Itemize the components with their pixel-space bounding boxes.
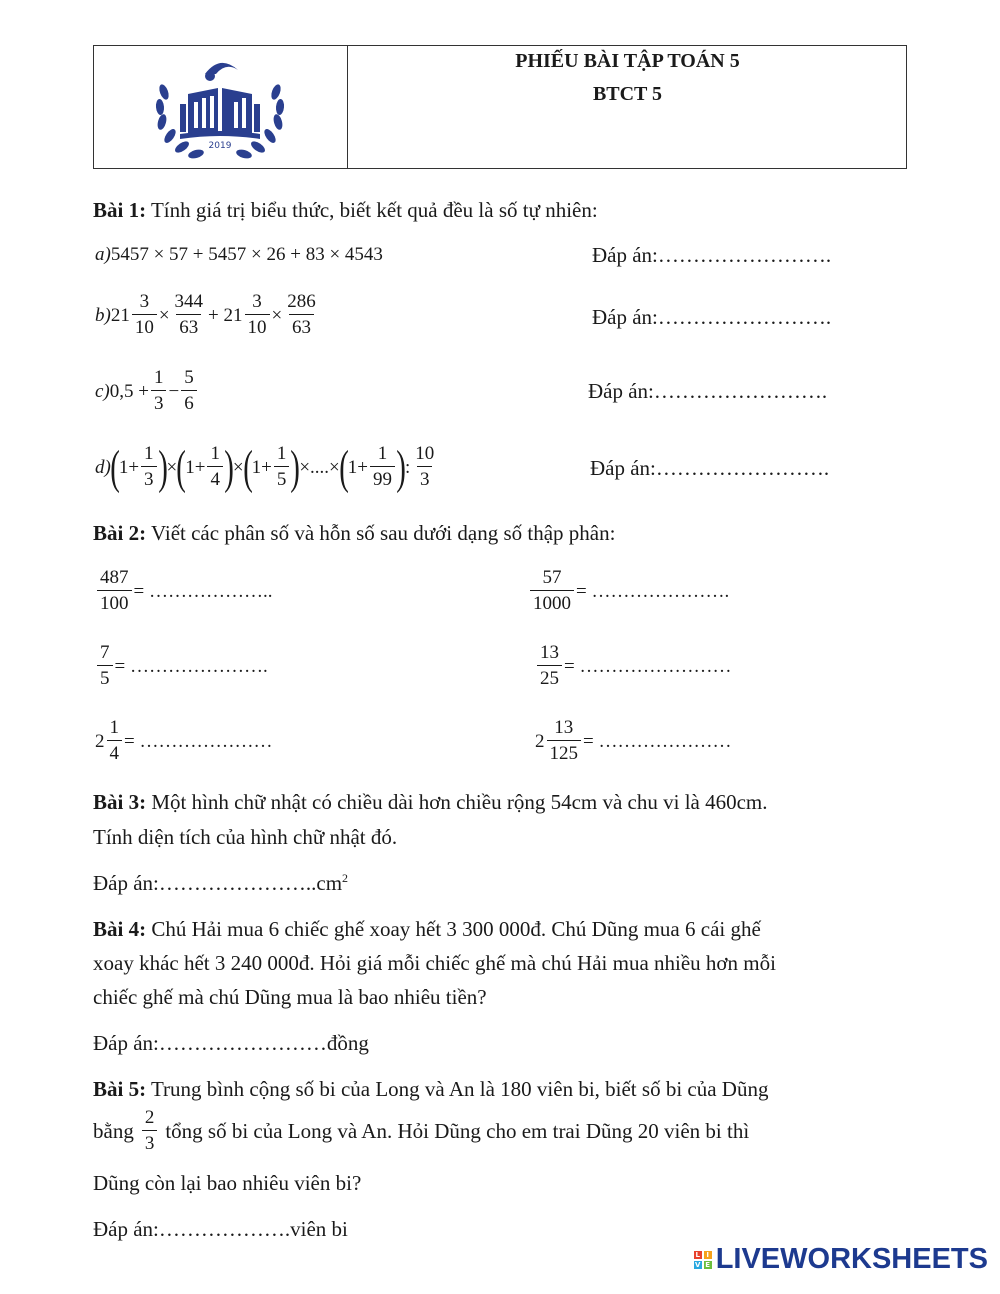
bai1-c-lead: 0,5 +	[109, 380, 149, 402]
liveworksheets-brand[interactable]	[694, 1243, 988, 1276]
bai4-text: Chú Hải mua 6 chiếc ghế xoay hết 3 300 000đ. Chú Dũng mua 6 cái ghế	[151, 917, 761, 941]
bai1-d-prefix: d)	[95, 456, 111, 478]
bai1-d-expression: d) ( 1+ $\frac{1}{3}$ ) × ( 1+ $\frac{1}{4}$ ) × ( 1+ $\frac{1}{5}$ ) × .... × ( 1+ $\frac{1}{99}$ ) : $\frac{10}{3}$	[95, 442, 439, 493]
bai5-line1	[93, 1077, 768, 1102]
bai4-line1	[93, 917, 761, 942]
fraction: $\frac{5}{6}$	[181, 366, 197, 417]
bai2-item[interactable]: $\frac{13}{25}$ = ……………………	[535, 641, 731, 692]
bai2-item[interactable]: $\frac{487}{100}$ = ………………..	[95, 566, 272, 617]
bai4-line3: chiếc ghế mà chú Dũng mua là bao nhiêu tiền?	[93, 985, 487, 1009]
bai1-b-whole: 21	[110, 304, 130, 326]
liveworksheets-logo-icon: L I V E	[694, 1250, 711, 1269]
bai1-a-prefix: a)	[95, 244, 111, 265]
fraction: $\frac{344}{63}$	[172, 290, 207, 341]
fraction: $\frac{1}{4}$	[207, 442, 223, 493]
operator: + 21	[208, 304, 243, 326]
bai3-line1	[93, 790, 768, 815]
fraction: $\frac{1}{3}$	[141, 442, 157, 493]
bai3-label: Bài 3:	[93, 790, 147, 814]
bai1-c-prefix: c)	[95, 380, 110, 402]
bai4-line2: xoay khác hết 3 240 000đ. Hỏi giá mỗi chiếc ghế mà chú Hải mua nhiều hơn mỗi	[93, 951, 776, 975]
fraction: $\frac{1}{3}$	[151, 366, 167, 417]
school-logo-icon	[150, 52, 290, 164]
fraction: $\frac{3}{10}$	[245, 290, 270, 341]
bai5-label: Bài 5:	[93, 1077, 147, 1101]
bai5-line3: Dũng còn lại bao nhiêu viên bi?	[93, 1171, 362, 1195]
bai1-b-answer[interactable]: Đáp án:…………………….	[592, 305, 832, 329]
fraction: $\frac{10}{3}$	[412, 442, 437, 493]
operator: ×	[158, 304, 170, 326]
bai4-label: Bài 4:	[93, 917, 147, 941]
logo-year: 2019	[208, 141, 232, 151]
bai5-text: Trung bình cộng số bi của Long và An là 180 viên bi, biết số bi của Dũng	[150, 1077, 769, 1101]
bai1-b-prefix: b)	[95, 304, 111, 326]
bai1-a-expression	[95, 244, 383, 266]
bai1-b-expression	[95, 290, 321, 341]
bai2-prompt	[93, 521, 615, 546]
operator: ×	[271, 304, 283, 326]
bai1-d-answer[interactable]: Đáp án:…………………….	[590, 456, 830, 480]
bai2-item[interactable]: 2 $\frac{1}{4}$ = …………………	[95, 716, 272, 767]
bai1-prompt	[93, 198, 598, 223]
bai2-item[interactable]: $\frac{57}{1000}$ = ………………….	[528, 566, 729, 617]
operator: −	[168, 380, 180, 402]
fraction: $\frac{1}{99}$	[370, 442, 395, 493]
bai1-c-expression	[95, 366, 199, 417]
bai2-item[interactable]: 2 $\frac{13}{125}$ = …………………	[535, 716, 731, 767]
page-title: PHIẾU BÀI TẬP TOÁN 5	[515, 50, 740, 72]
bai1-label: Bài 1:	[93, 198, 147, 222]
bai5-line2: bằng $\frac{2}{3}$ tổng số bi của Long và An. Hỏi Dũng cho em trai Dũng 20 viên bi thì	[93, 1106, 749, 1157]
bai2-label: Bài 2:	[93, 521, 147, 545]
brand-text: LIVEWORKSHEETS	[715, 1243, 988, 1275]
fraction: $\frac{1}{5}$	[274, 442, 290, 493]
bai3-text: Một hình chữ nhật có chiều dài hơn chiều rộng 54cm và chu vi là 460cm.	[151, 790, 768, 814]
bai3-answer[interactable]: Đáp $án:\dots\dots\dots\dots\dots\dots\dots..cm^2$	[93, 871, 349, 895]
fraction: $\frac{286}{63}$	[284, 290, 319, 341]
bai1-text: Tính giá trị biểu thức, biết kết quả đều là số tự nhiên:	[150, 198, 598, 222]
bai3-line2: Tính diện tích của hình chữ nhật đó.	[93, 825, 398, 849]
bai2-text: Viết các phân số và hỗn số sau dưới dạng số thập phân:	[150, 521, 616, 545]
fraction: $\frac{2}{3}$	[142, 1106, 158, 1157]
bai1-a-expr: 5457 × 57 + 5457 × 26 + 83 × 4543	[110, 244, 383, 265]
page-subtitle: BTCT 5	[592, 83, 663, 105]
bai5-answer[interactable]: Đáp án:……………….viên bi	[93, 1217, 348, 1241]
bai1-c-answer[interactable]: Đáp án:…………………….	[588, 379, 828, 403]
bai2-item[interactable]: $\frac{7}{5}$ = ………………….	[95, 641, 268, 692]
bai1-a-answer[interactable]: Đáp án:…………………….	[592, 243, 832, 267]
fraction: $\frac{3}{10}$	[132, 290, 157, 341]
bai4-answer[interactable]: Đáp án:……………………đồng	[93, 1031, 369, 1055]
